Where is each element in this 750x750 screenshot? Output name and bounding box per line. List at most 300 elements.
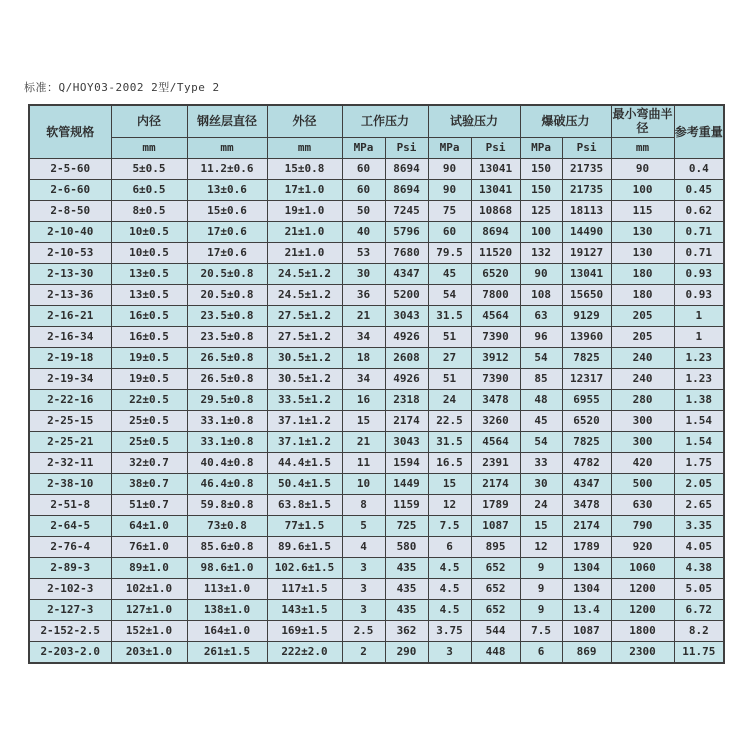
cell-min-bend-radius: 240 xyxy=(611,368,674,389)
cell-test-psi: 7800 xyxy=(471,284,520,305)
cell-working-mpa: 10 xyxy=(342,473,385,494)
cell-working-mpa: 3 xyxy=(342,578,385,599)
cell-hose-spec: 2-5-60 xyxy=(29,158,111,179)
cell-burst-mpa: 7.5 xyxy=(520,620,562,641)
cell-working-psi: 580 xyxy=(385,536,428,557)
cell-hose-spec: 2-13-30 xyxy=(29,263,111,284)
cell-burst-psi: 6520 xyxy=(562,410,611,431)
cell-burst-psi: 2174 xyxy=(562,515,611,536)
cell-test-mpa: 15 xyxy=(428,473,471,494)
cell-test-mpa: 3 xyxy=(428,641,471,663)
cell-burst-psi: 13960 xyxy=(562,326,611,347)
cell-test-mpa: 4.5 xyxy=(428,599,471,620)
cell-hose-spec: 2-102-3 xyxy=(29,578,111,599)
cell-outer-diameter: 37.1±1.2 xyxy=(267,431,342,452)
cell-min-bend-radius: 1800 xyxy=(611,620,674,641)
cell-hose-spec: 2-38-10 xyxy=(29,473,111,494)
cell-min-bend-radius: 1060 xyxy=(611,557,674,578)
cell-burst-mpa: 24 xyxy=(520,494,562,515)
cell-ref-weight: 2.05 xyxy=(674,473,724,494)
cell-test-mpa: 31.5 xyxy=(428,305,471,326)
cell-working-mpa: 53 xyxy=(342,242,385,263)
cell-working-psi: 2318 xyxy=(385,389,428,410)
cell-inner-diameter: 13±0.5 xyxy=(111,284,187,305)
cell-test-mpa: 16.5 xyxy=(428,452,471,473)
cell-inner-diameter: 6±0.5 xyxy=(111,179,187,200)
cell-ref-weight: 2.65 xyxy=(674,494,724,515)
cell-working-mpa: 60 xyxy=(342,179,385,200)
cell-hose-spec: 2-10-40 xyxy=(29,221,111,242)
cell-burst-psi: 18113 xyxy=(562,200,611,221)
cell-wire-layer-diameter: 20.5±0.8 xyxy=(187,263,267,284)
header-outer-diameter: 外径 xyxy=(267,105,342,137)
cell-working-mpa: 3 xyxy=(342,599,385,620)
cell-min-bend-radius: 920 xyxy=(611,536,674,557)
cell-test-psi: 11520 xyxy=(471,242,520,263)
cell-test-mpa: 54 xyxy=(428,284,471,305)
cell-ref-weight: 0.93 xyxy=(674,284,724,305)
cell-outer-diameter: 21±1.0 xyxy=(267,242,342,263)
cell-inner-diameter: 102±1.0 xyxy=(111,578,187,599)
cell-min-bend-radius: 300 xyxy=(611,410,674,431)
cell-working-mpa: 18 xyxy=(342,347,385,368)
cell-hose-spec: 2-203-2.0 xyxy=(29,641,111,663)
cell-ref-weight: 6.72 xyxy=(674,599,724,620)
cell-test-psi: 3260 xyxy=(471,410,520,431)
table-row xyxy=(29,515,724,536)
cell-burst-psi: 21735 xyxy=(562,179,611,200)
cell-working-psi: 290 xyxy=(385,641,428,663)
cell-hose-spec: 2-10-53 xyxy=(29,242,111,263)
cell-working-psi: 7680 xyxy=(385,242,428,263)
cell-min-bend-radius: 130 xyxy=(611,221,674,242)
cell-min-bend-radius: 790 xyxy=(611,515,674,536)
cell-wire-layer-diameter: 33.1±0.8 xyxy=(187,431,267,452)
table-row xyxy=(29,305,724,326)
cell-wire-layer-diameter: 29.5±0.8 xyxy=(187,389,267,410)
table-row xyxy=(29,347,724,368)
table-row xyxy=(29,389,724,410)
cell-burst-mpa: 63 xyxy=(520,305,562,326)
cell-wire-layer-diameter: 17±0.6 xyxy=(187,242,267,263)
cell-outer-diameter: 15±0.8 xyxy=(267,158,342,179)
cell-ref-weight: 1 xyxy=(674,305,724,326)
cell-ref-weight: 4.05 xyxy=(674,536,724,557)
cell-wire-layer-diameter: 11.2±0.6 xyxy=(187,158,267,179)
cell-burst-psi: 3478 xyxy=(562,494,611,515)
cell-test-mpa: 4.5 xyxy=(428,557,471,578)
cell-working-mpa: 34 xyxy=(342,368,385,389)
cell-outer-diameter: 44.4±1.5 xyxy=(267,452,342,473)
cell-burst-psi: 1789 xyxy=(562,536,611,557)
cell-wire-layer-diameter: 26.5±0.8 xyxy=(187,347,267,368)
cell-working-psi: 435 xyxy=(385,557,428,578)
table-row xyxy=(29,473,724,494)
header-test-pressure: 试验压力 xyxy=(428,105,520,137)
cell-working-psi: 4926 xyxy=(385,326,428,347)
cell-min-bend-radius: 1200 xyxy=(611,599,674,620)
header-min-bend-radius: 最小弯曲半径 xyxy=(611,105,674,137)
cell-test-psi: 3912 xyxy=(471,347,520,368)
cell-working-psi: 1449 xyxy=(385,473,428,494)
unit-burst-mpa: MPa xyxy=(520,137,562,158)
cell-ref-weight: 0.71 xyxy=(674,242,724,263)
cell-inner-diameter: 25±0.5 xyxy=(111,431,187,452)
cell-test-psi: 544 xyxy=(471,620,520,641)
cell-hose-spec: 2-76-4 xyxy=(29,536,111,557)
cell-test-psi: 895 xyxy=(471,536,520,557)
cell-hose-spec: 2-152-2.5 xyxy=(29,620,111,641)
cell-test-psi: 7390 xyxy=(471,368,520,389)
cell-outer-diameter: 33.5±1.2 xyxy=(267,389,342,410)
cell-working-mpa: 30 xyxy=(342,263,385,284)
cell-test-psi: 7390 xyxy=(471,326,520,347)
cell-inner-diameter: 127±1.0 xyxy=(111,599,187,620)
cell-ref-weight: 5.05 xyxy=(674,578,724,599)
cell-test-mpa: 79.5 xyxy=(428,242,471,263)
cell-outer-diameter: 102.6±1.5 xyxy=(267,557,342,578)
cell-inner-diameter: 38±0.7 xyxy=(111,473,187,494)
cell-working-mpa: 21 xyxy=(342,431,385,452)
cell-ref-weight: 1.23 xyxy=(674,368,724,389)
cell-burst-psi: 15650 xyxy=(562,284,611,305)
cell-test-mpa: 3.75 xyxy=(428,620,471,641)
cell-min-bend-radius: 1200 xyxy=(611,578,674,599)
cell-working-mpa: 34 xyxy=(342,326,385,347)
cell-hose-spec: 2-16-34 xyxy=(29,326,111,347)
cell-inner-diameter: 22±0.5 xyxy=(111,389,187,410)
cell-hose-spec: 2-64-5 xyxy=(29,515,111,536)
cell-wire-layer-diameter: 13±0.6 xyxy=(187,179,267,200)
cell-wire-layer-diameter: 23.5±0.8 xyxy=(187,326,267,347)
cell-ref-weight: 0.45 xyxy=(674,179,724,200)
cell-working-psi: 1594 xyxy=(385,452,428,473)
cell-wire-layer-diameter: 33.1±0.8 xyxy=(187,410,267,431)
cell-burst-mpa: 6 xyxy=(520,641,562,663)
table-row xyxy=(29,200,724,221)
cell-working-psi: 1159 xyxy=(385,494,428,515)
cell-burst-mpa: 100 xyxy=(520,221,562,242)
cell-min-bend-radius: 500 xyxy=(611,473,674,494)
cell-test-mpa: 90 xyxy=(428,158,471,179)
table-row xyxy=(29,536,724,557)
cell-wire-layer-diameter: 17±0.6 xyxy=(187,221,267,242)
cell-burst-psi: 7825 xyxy=(562,431,611,452)
cell-test-psi: 10868 xyxy=(471,200,520,221)
cell-burst-psi: 4782 xyxy=(562,452,611,473)
cell-working-psi: 8694 xyxy=(385,158,428,179)
cell-inner-diameter: 51±0.7 xyxy=(111,494,187,515)
cell-test-psi: 13041 xyxy=(471,179,520,200)
table-body xyxy=(29,158,724,663)
cell-min-bend-radius: 280 xyxy=(611,389,674,410)
cell-ref-weight: 0.4 xyxy=(674,158,724,179)
cell-ref-weight: 1.75 xyxy=(674,452,724,473)
cell-burst-mpa: 9 xyxy=(520,557,562,578)
cell-outer-diameter: 89.6±1.5 xyxy=(267,536,342,557)
cell-wire-layer-diameter: 73±0.8 xyxy=(187,515,267,536)
cell-burst-mpa: 48 xyxy=(520,389,562,410)
cell-working-psi: 7245 xyxy=(385,200,428,221)
cell-inner-diameter: 19±0.5 xyxy=(111,368,187,389)
cell-wire-layer-diameter: 113±1.0 xyxy=(187,578,267,599)
unit-working-psi: Psi xyxy=(385,137,428,158)
cell-burst-mpa: 125 xyxy=(520,200,562,221)
table-row xyxy=(29,578,724,599)
cell-test-psi: 3478 xyxy=(471,389,520,410)
cell-burst-mpa: 9 xyxy=(520,599,562,620)
table-row xyxy=(29,368,724,389)
cell-min-bend-radius: 130 xyxy=(611,242,674,263)
cell-burst-mpa: 132 xyxy=(520,242,562,263)
cell-inner-diameter: 16±0.5 xyxy=(111,326,187,347)
cell-outer-diameter: 27.5±1.2 xyxy=(267,326,342,347)
cell-outer-diameter: 24.5±1.2 xyxy=(267,284,342,305)
hose-spec-table xyxy=(28,104,725,664)
cell-wire-layer-diameter: 138±1.0 xyxy=(187,599,267,620)
header-wire-layer-diameter: 钢丝层直径 xyxy=(187,105,267,137)
cell-min-bend-radius: 180 xyxy=(611,284,674,305)
cell-test-mpa: 22.5 xyxy=(428,410,471,431)
table-header xyxy=(29,105,724,158)
cell-wire-layer-diameter: 98.6±1.0 xyxy=(187,557,267,578)
cell-inner-diameter: 8±0.5 xyxy=(111,200,187,221)
cell-working-mpa: 15 xyxy=(342,410,385,431)
cell-wire-layer-diameter: 164±1.0 xyxy=(187,620,267,641)
cell-wire-layer-diameter: 26.5±0.8 xyxy=(187,368,267,389)
cell-hose-spec: 2-25-21 xyxy=(29,431,111,452)
header-hose-spec: 软管规格 xyxy=(29,105,111,158)
cell-hose-spec: 2-25-15 xyxy=(29,410,111,431)
cell-ref-weight: 0.93 xyxy=(674,263,724,284)
cell-working-mpa: 16 xyxy=(342,389,385,410)
cell-outer-diameter: 17±1.0 xyxy=(267,179,342,200)
cell-test-psi: 13041 xyxy=(471,158,520,179)
cell-ref-weight: 0.71 xyxy=(674,221,724,242)
cell-inner-diameter: 19±0.5 xyxy=(111,347,187,368)
cell-inner-diameter: 10±0.5 xyxy=(111,242,187,263)
cell-working-psi: 8694 xyxy=(385,179,428,200)
table-row xyxy=(29,179,724,200)
cell-working-mpa: 36 xyxy=(342,284,385,305)
cell-burst-mpa: 54 xyxy=(520,347,562,368)
cell-test-psi: 6520 xyxy=(471,263,520,284)
cell-working-mpa: 21 xyxy=(342,305,385,326)
cell-test-psi: 652 xyxy=(471,599,520,620)
cell-burst-psi: 14490 xyxy=(562,221,611,242)
cell-test-mpa: 7.5 xyxy=(428,515,471,536)
cell-burst-psi: 21735 xyxy=(562,158,611,179)
table-row xyxy=(29,452,724,473)
cell-outer-diameter: 19±1.0 xyxy=(267,200,342,221)
cell-test-psi: 652 xyxy=(471,557,520,578)
cell-inner-diameter: 203±1.0 xyxy=(111,641,187,663)
cell-working-mpa: 50 xyxy=(342,200,385,221)
cell-burst-mpa: 150 xyxy=(520,158,562,179)
unit-outer-diameter-mm: mm xyxy=(267,137,342,158)
header-working-pressure: 工作压力 xyxy=(342,105,428,137)
table-row xyxy=(29,599,724,620)
cell-wire-layer-diameter: 261±1.5 xyxy=(187,641,267,663)
cell-min-bend-radius: 2300 xyxy=(611,641,674,663)
cell-outer-diameter: 21±1.0 xyxy=(267,221,342,242)
cell-test-psi: 652 xyxy=(471,578,520,599)
cell-inner-diameter: 76±1.0 xyxy=(111,536,187,557)
cell-working-mpa: 11 xyxy=(342,452,385,473)
standard-note: 标准：Q/HOY03-2002 2型/Type 2 xyxy=(24,81,220,94)
cell-test-psi: 2174 xyxy=(471,473,520,494)
cell-burst-psi: 12317 xyxy=(562,368,611,389)
cell-outer-diameter: 63.8±1.5 xyxy=(267,494,342,515)
cell-working-psi: 2608 xyxy=(385,347,428,368)
cell-working-mpa: 40 xyxy=(342,221,385,242)
cell-min-bend-radius: 100 xyxy=(611,179,674,200)
cell-ref-weight: 1 xyxy=(674,326,724,347)
header-ref-weight: 参考重量 xyxy=(674,105,724,158)
cell-hose-spec: 2-6-60 xyxy=(29,179,111,200)
header-inner-diameter: 内径 xyxy=(111,105,187,137)
cell-inner-diameter: 32±0.7 xyxy=(111,452,187,473)
cell-inner-diameter: 152±1.0 xyxy=(111,620,187,641)
cell-working-psi: 435 xyxy=(385,578,428,599)
cell-working-psi: 3043 xyxy=(385,305,428,326)
cell-burst-psi: 19127 xyxy=(562,242,611,263)
cell-working-psi: 2174 xyxy=(385,410,428,431)
cell-working-mpa: 2.5 xyxy=(342,620,385,641)
unit-burst-psi: Psi xyxy=(562,137,611,158)
cell-working-psi: 435 xyxy=(385,599,428,620)
cell-test-psi: 1087 xyxy=(471,515,520,536)
cell-ref-weight: 1.38 xyxy=(674,389,724,410)
cell-working-mpa: 8 xyxy=(342,494,385,515)
cell-inner-diameter: 64±1.0 xyxy=(111,515,187,536)
cell-burst-psi: 9129 xyxy=(562,305,611,326)
cell-burst-mpa: 30 xyxy=(520,473,562,494)
cell-working-psi: 4926 xyxy=(385,368,428,389)
table-row xyxy=(29,620,724,641)
cell-burst-mpa: 54 xyxy=(520,431,562,452)
cell-ref-weight: 0.62 xyxy=(674,200,724,221)
cell-working-mpa: 2 xyxy=(342,641,385,663)
cell-ref-weight: 1.54 xyxy=(674,431,724,452)
cell-test-mpa: 4.5 xyxy=(428,578,471,599)
cell-burst-psi: 7825 xyxy=(562,347,611,368)
cell-inner-diameter: 25±0.5 xyxy=(111,410,187,431)
cell-hose-spec: 2-19-18 xyxy=(29,347,111,368)
cell-hose-spec: 2-51-8 xyxy=(29,494,111,515)
cell-test-mpa: 51 xyxy=(428,368,471,389)
cell-burst-psi: 4347 xyxy=(562,473,611,494)
cell-ref-weight: 4.38 xyxy=(674,557,724,578)
cell-min-bend-radius: 630 xyxy=(611,494,674,515)
cell-test-psi: 8694 xyxy=(471,221,520,242)
cell-test-mpa: 60 xyxy=(428,221,471,242)
table-row xyxy=(29,158,724,179)
cell-outer-diameter: 24.5±1.2 xyxy=(267,263,342,284)
cell-burst-psi: 1304 xyxy=(562,578,611,599)
cell-burst-mpa: 90 xyxy=(520,263,562,284)
cell-working-mpa: 4 xyxy=(342,536,385,557)
cell-outer-diameter: 222±2.0 xyxy=(267,641,342,663)
cell-burst-psi: 1087 xyxy=(562,620,611,641)
cell-outer-diameter: 27.5±1.2 xyxy=(267,305,342,326)
cell-inner-diameter: 13±0.5 xyxy=(111,263,187,284)
cell-test-mpa: 51 xyxy=(428,326,471,347)
cell-burst-mpa: 45 xyxy=(520,410,562,431)
cell-min-bend-radius: 300 xyxy=(611,431,674,452)
table-row xyxy=(29,326,724,347)
cell-wire-layer-diameter: 40.4±0.8 xyxy=(187,452,267,473)
cell-test-psi: 448 xyxy=(471,641,520,663)
cell-burst-mpa: 33 xyxy=(520,452,562,473)
cell-min-bend-radius: 240 xyxy=(611,347,674,368)
cell-test-mpa: 90 xyxy=(428,179,471,200)
cell-hose-spec: 2-32-11 xyxy=(29,452,111,473)
table-row xyxy=(29,284,724,305)
cell-wire-layer-diameter: 23.5±0.8 xyxy=(187,305,267,326)
cell-burst-psi: 6955 xyxy=(562,389,611,410)
cell-outer-diameter: 143±1.5 xyxy=(267,599,342,620)
cell-outer-diameter: 117±1.5 xyxy=(267,578,342,599)
cell-hose-spec: 2-127-3 xyxy=(29,599,111,620)
cell-burst-psi: 1304 xyxy=(562,557,611,578)
cell-test-mpa: 27 xyxy=(428,347,471,368)
cell-outer-diameter: 77±1.5 xyxy=(267,515,342,536)
table-row xyxy=(29,494,724,515)
cell-burst-mpa: 108 xyxy=(520,284,562,305)
table-row xyxy=(29,263,724,284)
cell-ref-weight: 8.2 xyxy=(674,620,724,641)
cell-test-mpa: 45 xyxy=(428,263,471,284)
cell-min-bend-radius: 90 xyxy=(611,158,674,179)
cell-outer-diameter: 30.5±1.2 xyxy=(267,368,342,389)
cell-burst-mpa: 85 xyxy=(520,368,562,389)
table-row xyxy=(29,221,724,242)
cell-hose-spec: 2-19-34 xyxy=(29,368,111,389)
cell-ref-weight: 1.54 xyxy=(674,410,724,431)
unit-radius-mm: mm xyxy=(611,137,674,158)
cell-outer-diameter: 50.4±1.5 xyxy=(267,473,342,494)
cell-working-psi: 4347 xyxy=(385,263,428,284)
cell-outer-diameter: 37.1±1.2 xyxy=(267,410,342,431)
cell-inner-diameter: 5±0.5 xyxy=(111,158,187,179)
cell-working-psi: 362 xyxy=(385,620,428,641)
cell-wire-layer-diameter: 59.8±0.8 xyxy=(187,494,267,515)
unit-test-mpa: MPa xyxy=(428,137,471,158)
cell-hose-spec: 2-22-16 xyxy=(29,389,111,410)
unit-working-mpa: MPa xyxy=(342,137,385,158)
cell-test-mpa: 6 xyxy=(428,536,471,557)
cell-working-mpa: 60 xyxy=(342,158,385,179)
cell-wire-layer-diameter: 46.4±0.8 xyxy=(187,473,267,494)
cell-test-psi: 2391 xyxy=(471,452,520,473)
cell-test-mpa: 31.5 xyxy=(428,431,471,452)
cell-hose-spec: 2-89-3 xyxy=(29,557,111,578)
cell-inner-diameter: 89±1.0 xyxy=(111,557,187,578)
table-row xyxy=(29,431,724,452)
cell-burst-mpa: 12 xyxy=(520,536,562,557)
unit-wire-layer-mm: mm xyxy=(187,137,267,158)
cell-outer-diameter: 30.5±1.2 xyxy=(267,347,342,368)
cell-min-bend-radius: 205 xyxy=(611,305,674,326)
cell-hose-spec: 2-8-50 xyxy=(29,200,111,221)
cell-test-mpa: 75 xyxy=(428,200,471,221)
table-row xyxy=(29,410,724,431)
cell-burst-psi: 869 xyxy=(562,641,611,663)
cell-wire-layer-diameter: 20.5±0.8 xyxy=(187,284,267,305)
cell-burst-psi: 13041 xyxy=(562,263,611,284)
cell-ref-weight: 3.35 xyxy=(674,515,724,536)
